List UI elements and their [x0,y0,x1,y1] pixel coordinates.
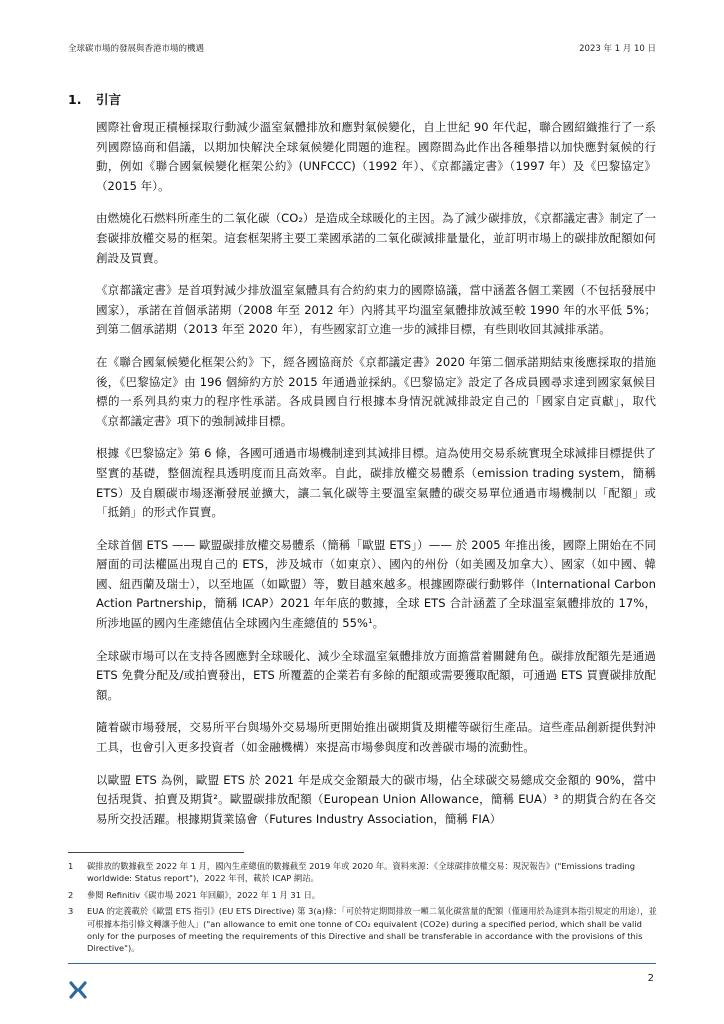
paragraph: 國際社會現正積極採取行動減少溫室氣體排放和應對氣候變化，自上世紀 90 年代起，聯合國紹織推行了一系列國際協商和倡議，以期加快解決全球氣候變化問題的進程。國際間為此作出各種舉措以加快應對氣候的行動，例如《聯合國氣候變化框架公約》(UNFCCC)（1992 年）、《京都議定書》（1997 年）及《巴黎協定》（2015 年）。 [96,120,656,193]
body-text [96,118,656,842]
document-title: 全球碳市場的發展與香港市場的機遇 [68,44,205,54]
paragraph: 以歐盟 ETS 為例，歐盟 ETS 於 2021 年是成交金額最大的碳市場，佔全球碳交易總成交金額的 90%，當中包括現貨、拍賣及期貨²。歐盟碳排放配額（European Union Allowance，簡稱 EUA）³ 的期貨合約在各交易所交投活躍。根據期貨業協會（Futures Industry Association，簡稱 FIA） [96,772,656,826]
footnote [68,905,658,955]
section-number: 1. [68,92,82,107]
footer-divider [68,963,656,964]
paragraph: 在《聯合國氣候變化框架公約》下，經各國協商於《京都議定書》2020 年第二個承諾期結束後應採取的措施後，《巴黎協定》由 196 個締約方於 2015 年通過並採納。《巴黎協定》設定了各成員國尋求達到國家氣候目標的一系列具約束力的程序性承諾。各成員國自行根據本身情況就減排設定自己的「國家自定貢獻」，取代《京都議定書》項下的強制減排目標。 [96,354,656,428]
page-number: 2 [647,973,654,984]
paragraph: 《京都議定書》是首項對減少排放溫室氣體具有合約約束力的國際協議，當中涵蓋各個工業國（不包括發展中國家），承諾在首個承諾期（2008 年至 2012 年）內將其平均溫室氣體排放減至較 1990 年的水平低 5%；到第二個承諾期（2013 年至 2020 年），有些國家訂立進一步的減排目標，有些則收回其減排承諾。 [96,283,656,337]
footnote-text: EUA 的定義載於《歐盟 ETS 指引》(EU ETS Directive) 第 3(a)條：「可於特定期間排放一噸二氧化碳當量的配額（僅適用於為達到本指引規定的用途），並可根據本指引條文轉讓予他人」("an allowance to emit one tonne of CO₂ equivalent (CO2e) during a specified period, which shall be valid only for the purposes of meeting the requirements of this Directive and shall be transferable in accordance with the provisions of this Directive")。 [87,906,657,954]
hkex-x-logo-icon [68,980,88,1000]
paragraph: 全球首個 ETS —— 歐盟碳排放權交易體系（簡稱「歐盟 ETS」）—— 於 2005 年推出後，國際上開始在不同層面的司法權區出現自己的 ETS，涉及城市（如東京）、國內的州份（如美國及加拿大）、國家（如中國、韓國、紐西蘭及瑞士），以至地區（如歐盟）等，數目越來越多。根據國際碳行動夥伴（International Carbon Action Partnership，簡稱 ICAP）2021 年年底的數據，全球 ETS 合計涵蓋了全球溫室氣體排放的 17%，所涉地區的國內生產總值佔全球國內生產總值的 55%¹。 [96,537,656,631]
paragraph: 隨着碳市場發展，交易所平台與場外交易場所更開始推出碳期貨及期權等碳衍生產品。這些產品創新提供對沖工具，也會引入更多投資者（如金融機構）來提高市場參與度和改善碳市場的流動性。 [96,720,656,755]
paragraph: 由燃燒化石燃料所產生的二氧化碳（CO₂）是造成全球暖化的主因。為了減少碳排放，《京都議定書》制定了一套碳排放權交易的框架。這套框架將主要工業國承諾的二氧化碳減排量量化，並訂明市場上的碳排放配額如何創設及買賣。 [96,211,656,265]
page-header [68,42,656,58]
document-date: 2023 年 1 月 10 日 [579,44,656,54]
section-title: 引言 [96,92,122,107]
paragraph: 根據《巴黎協定》第 6 條，各國可通過市場機制達到其減排目標。這為使用交易系統實現全球減排目標提供了堅實的基礎，整個流程具透明度而且高效率。自此，碳排放權交易體系（emission trading system，簡稱 ETS）及自願碳市場逐漸發展並擴大，讓二氧化碳等主要溫室氣體的碳交易單位通過市場機制以「配額」或「抵銷」的形式作買賣。 [96,446,656,520]
footnote-mark: 3 [68,906,74,917]
footnote-mark: 1 [68,861,74,871]
paragraph: 全球碳市場可以在支持各國應對全球暖化、減少全球溫室氣體排放方面擔當着關鍵角色。碳排放配額先是通過 ETS 免費分配及/或拍賣發出，ETS 所覆蓋的企業若有多餘的配額或需要獲取配額，可通過 ETS 買賣碳排放配額。 [96,648,656,702]
footnote [68,860,658,885]
footnote-text: 參閱 Refinitiv《碳市場 2021 年回顧》，2022 年 1 月 31 日。 [87,889,321,900]
footnote [68,889,658,901]
footnote-text: 碳排放的數據截至 2022 年 1 月，國內生產總值的數據截至 2019 年或 2020 年。資料來源：《全球碳排放權交易：現況報告》("Emissions trading worldwide: Status report")，2022 年刊，載於 ICAP 網站。 [87,861,636,884]
footnotes [68,860,658,959]
section-heading [68,90,121,108]
footnote-mark: 2 [68,889,74,900]
footnote-divider [68,852,244,853]
